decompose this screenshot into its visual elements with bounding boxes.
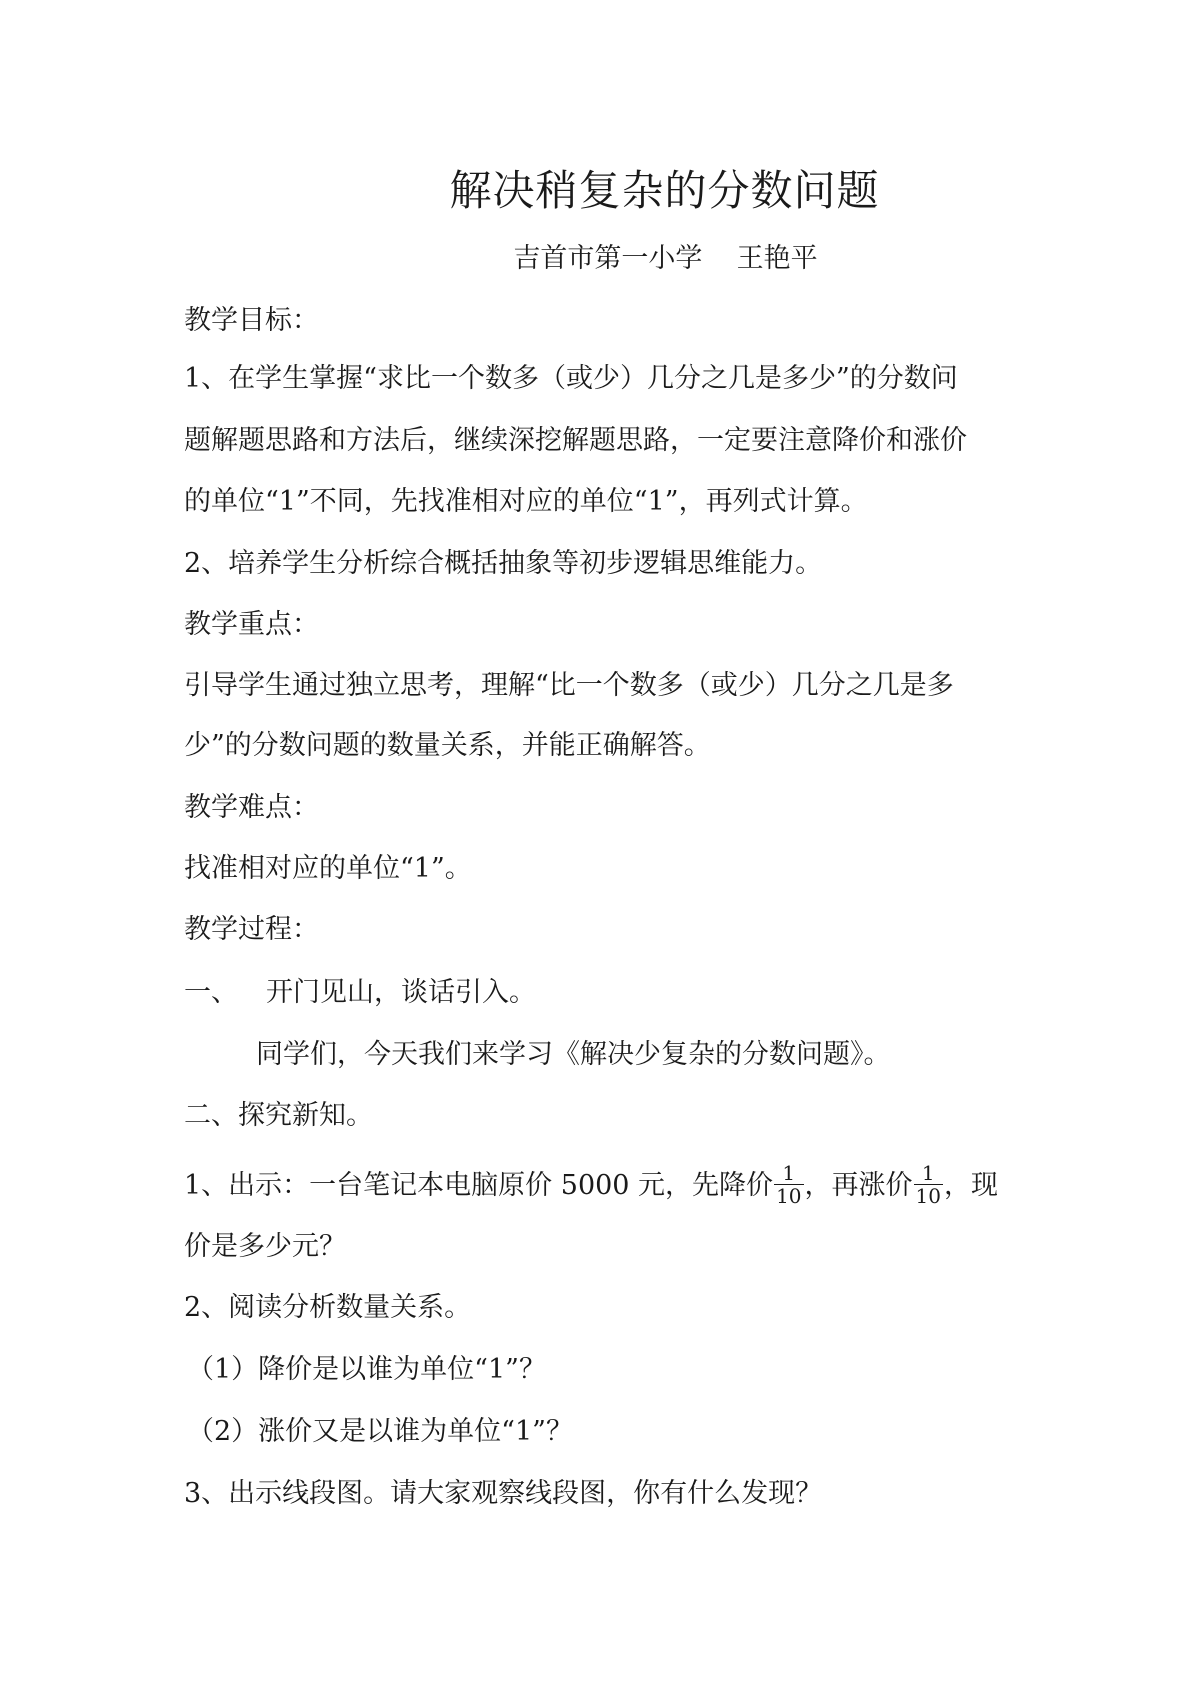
difficulty-text: 找准相对应的单位“1”。: [184, 853, 472, 884]
step-1: [184, 975, 1024, 1011]
item-1-line-2: 价是多少元？: [184, 1231, 346, 1262]
step-1-number: 一、: [184, 977, 238, 1008]
objective-1-line-3: 的单位“1”不同，先找准相对应的单位“1”，再列式计算。: [184, 486, 868, 517]
objective-1-line-2: 题解题思路和方法后，继续深挖解题思路，一定要注意降价和涨价: [184, 425, 967, 456]
item-1-line-1: [184, 1161, 1024, 1209]
key-points-heading: 教学重点：: [184, 609, 319, 640]
fraction-2-numerator: 1: [914, 1162, 943, 1185]
fraction-2-denominator: 10: [915, 1184, 941, 1208]
fraction-1-numerator: 1: [774, 1162, 803, 1185]
fraction-1: [774, 1162, 803, 1207]
item-1-part-2: ，再涨价: [804, 1170, 913, 1201]
difficulty-heading: 教学难点：: [184, 792, 319, 823]
document-author: 吉首市第一小学 王艳平: [513, 243, 818, 274]
objective-2: 2、培养学生分析综合概括抽象等初步逻辑思维能力。: [184, 548, 823, 579]
step-1-text: 开门见山，谈话引入。: [266, 977, 536, 1008]
key-points-line-1: 引导学生通过独立思考，理解“比一个数多（或少）几分之几是多: [184, 670, 954, 701]
item-1-part-1: 1、出示：一台笔记本电脑原价 5000 元，先降价: [184, 1170, 774, 1201]
document-title: 解决稍复杂的分数问题: [449, 166, 880, 215]
fraction-1-denominator: 10: [776, 1184, 802, 1208]
objectives-heading: 教学目标：: [184, 305, 319, 336]
step-1-detail: 同学们，今天我们来学习《解决少复杂的分数问题》。: [256, 1039, 891, 1070]
question-2: （2）涨价又是以谁为单位“1”？: [187, 1416, 573, 1447]
objective-1-line-1: 1、在学生掌握“求比一个数多（或少）几分之几是多少”的分数问: [184, 363, 958, 394]
item-1-part-3: ，现: [943, 1170, 998, 1201]
item-2: 2、阅读分析数量关系。: [184, 1292, 472, 1323]
key-points-line-2: 少”的分数问题的数量关系，并能正确解答。: [184, 730, 711, 761]
process-heading: 教学过程：: [184, 914, 319, 945]
step-2: 二、探究新知。: [184, 1100, 373, 1131]
question-1: （1）降价是以谁为单位“1”？: [187, 1354, 546, 1385]
item-3: 3、出示线段图。请大家观察线段图，你有什么发现？: [184, 1478, 823, 1509]
fraction-2: [914, 1162, 943, 1207]
